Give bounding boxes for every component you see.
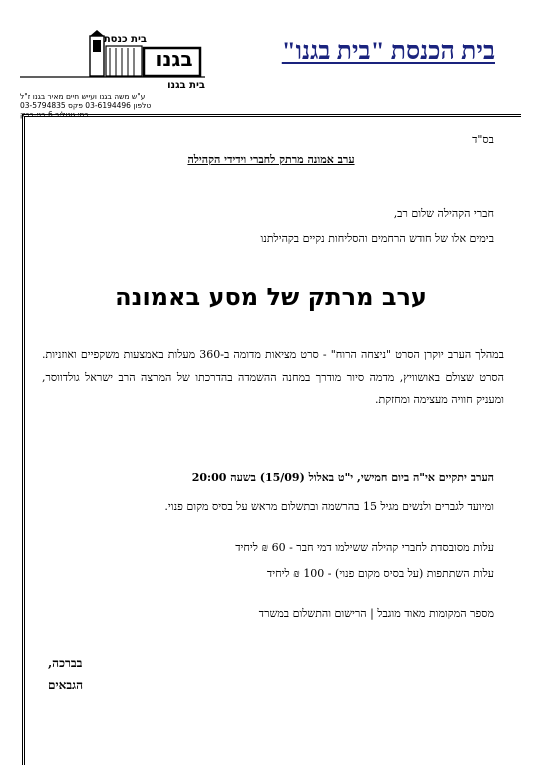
event-time: הערב יתקיים אי"ה ביום חמישי, י"ט באלול (15/09) בשעה 20:00 xyxy=(191,471,494,484)
closing-blessing: בברכה, xyxy=(48,656,83,670)
registration-notice: מספר המקומות מאוד מוגבל | הרישום והתשלום במשרד xyxy=(258,607,494,620)
logo-address-line: רחי גוטליב 6 בני-ברק xyxy=(20,110,89,119)
page-title: בית הכנסת "בית בגנו" xyxy=(281,38,495,65)
logo-text: בגנו xyxy=(155,47,193,71)
logo-small-label: בית כנסת xyxy=(103,34,147,45)
logo-name-line: בית בגנו xyxy=(167,80,205,91)
greeting-line-2: בימים אלו של חודש הרחמים והסליחות נקיים בקהילתנו xyxy=(260,232,494,245)
event-headline: ערב מרתק של מסע באמונה xyxy=(115,283,427,311)
letter-subtitle: ערב אמונה מרתק לחברי וידידי הקהילה xyxy=(187,153,355,166)
event-description: במהלך הערב יוקרן הסרט "ניצחה הרוח" - סרט מציאות מדומה ב-360 מעלות באמצעות משקפיים ואוזניות. הסרט שצולם באושוויץ, מדמה סיור מודרך במחנה ההשמדה בהדרכתו של המרצה הרב ישראל גולדווסר, ומעניק חוויה מעצימה ומחזקת. xyxy=(42,348,504,406)
logo-dedication-line: ע"ש משה בגנו ועייש חיים מאיר בגנו ז"ל xyxy=(20,92,146,101)
event-audience: ומיועד לגברים ולנשים מגיל 15 בהרשמה ובתשלום מראש על בסיס מקום פנוי. xyxy=(164,500,494,513)
logo-phone-line: טלפון 03-6194496 פקס 03-5794835 xyxy=(20,101,152,110)
synagogue-logo xyxy=(20,30,205,119)
price-members: עלות מסובסדת לחברי קהילה ששילמו דמי חבר - 60 ₪ ליחיד xyxy=(235,541,494,554)
greeting-line-1: חברי הקהילה שלום רב, xyxy=(393,207,494,220)
bsd-mark: בס"ד xyxy=(472,133,494,146)
closing-signature: הגבאים xyxy=(48,678,83,692)
price-general: עלות השתתפות (על בסיס מקום פנוי) - 100 ₪ ליחיד xyxy=(266,567,494,580)
